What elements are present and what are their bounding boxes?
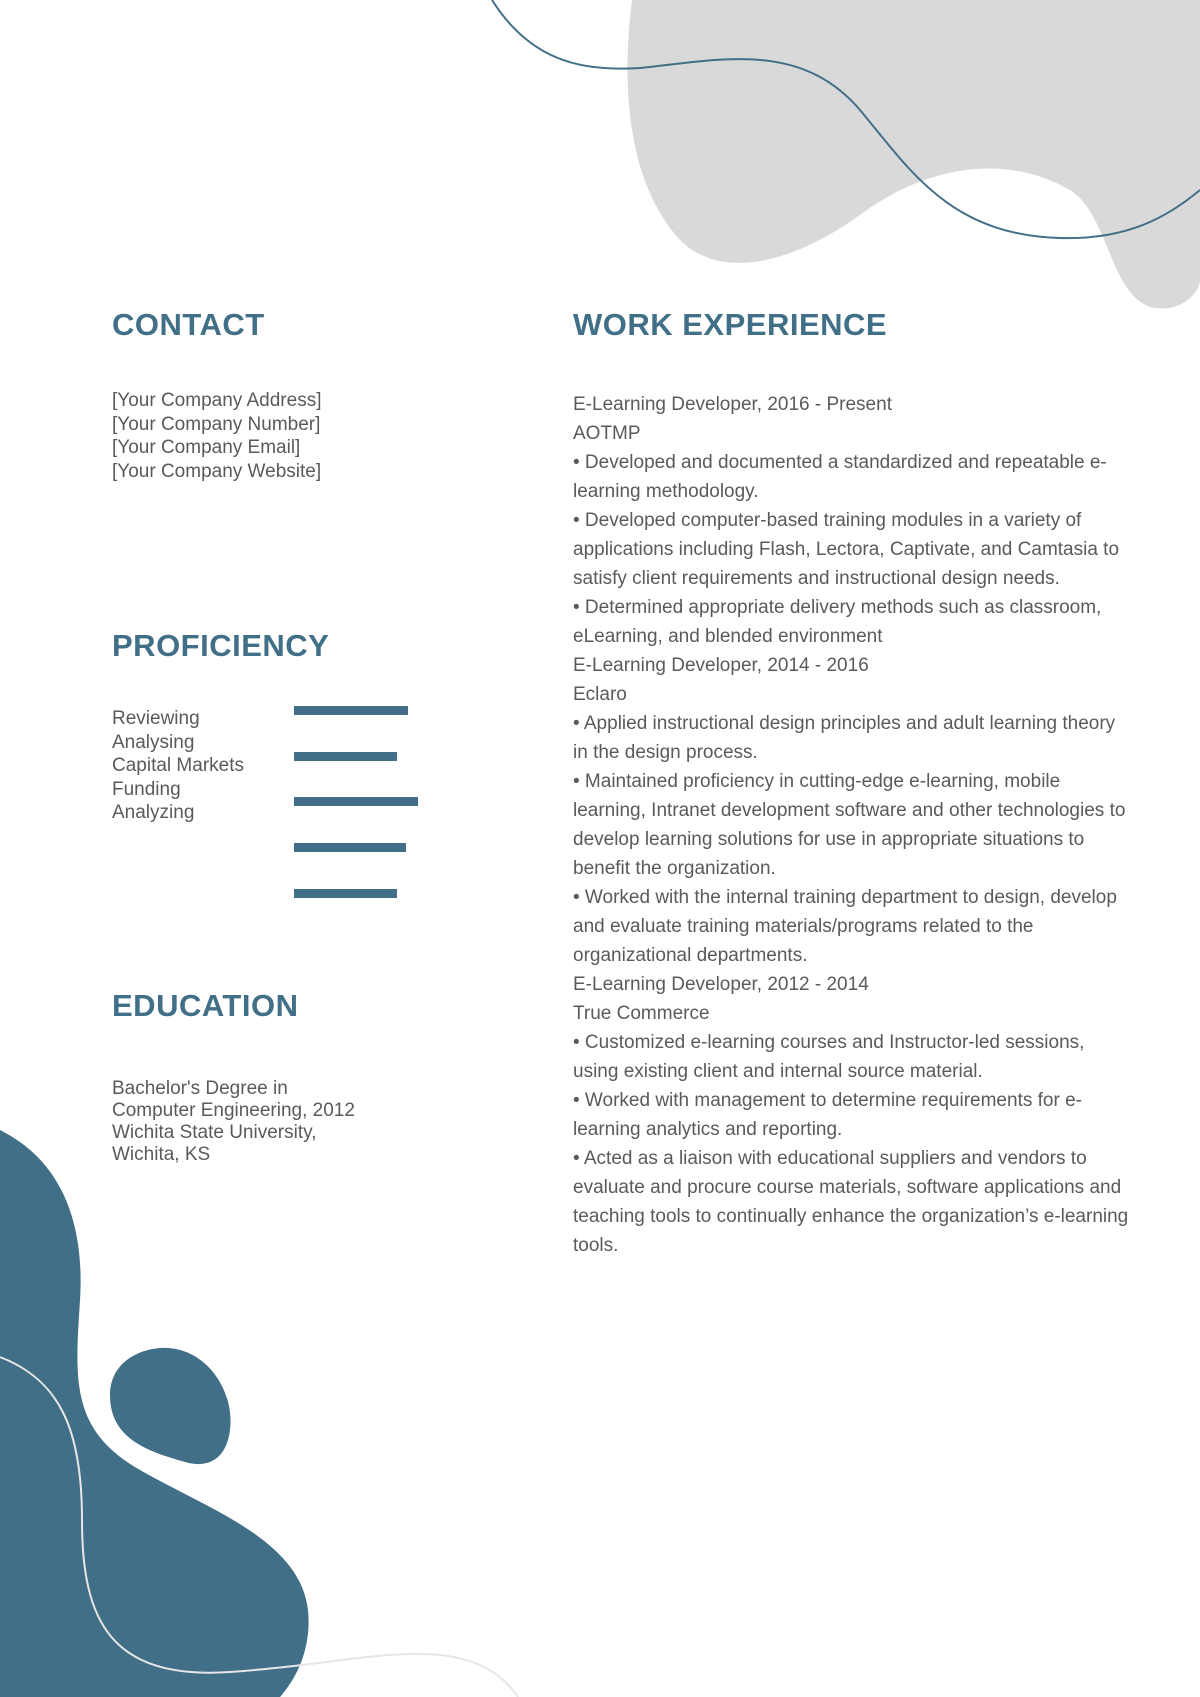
education-location: Wichita, KS [112,1144,211,1165]
skill-bar [294,843,406,852]
work-experience-list [573,390,1133,1260]
contact-details [112,389,321,483]
work-experience-heading: WORK EXPERIENCE [573,307,888,342]
education-details [112,1078,355,1166]
job-bullet: • Worked with management to determine requirements for e-learning analytics and reporting. [573,1090,1082,1140]
job-bullet: • Acted as a liaison with educational suppliers and vendors to evaluate and procure course materials, software applications and teaching tools to continually enhance the organization’s e-learning tools. [573,1148,1129,1256]
gray-blob-top [628,0,1200,308]
job-title: E-Learning Developer, 2012 - 2014 [573,974,869,995]
skill-label: Analysing [112,731,195,753]
job-bullet: • Determined appropriate delivery methods such as classroom, eLearning, and blended environment [573,597,1102,647]
company-name: AOTMP [573,423,641,444]
contact-email: [Your Company Email] [112,437,301,458]
company-name: Eclaro [573,684,627,705]
blue-small-blob [110,1348,231,1464]
contact-website: [Your Company Website] [112,460,322,482]
skill-label: Reviewing [112,708,200,729]
company-name: True Commerce [573,1003,710,1024]
job-bullet: • Developed and documented a standardized and repeatable e-learning methodology. [573,452,1107,502]
contact-number: [Your Company Number] [112,413,321,435]
skill-bar [294,706,408,715]
job-bullet: • Applied instructional design principles and adult learning theory in the design process. [573,713,1116,763]
job-bullet: • Developed computer-based training modules in a variety of applications including Flash, Lectora, Captivate, and Camtasia to satisfy client requirements and instructional design needs. [573,510,1120,589]
skill-bar [294,752,397,761]
education-school: Wichita State University, [112,1122,317,1143]
job-bullet: • Worked with the internal training department to design, develop and evaluate training materials/programs related to the organizational departments. [573,887,1117,966]
skill-bar [294,797,418,806]
job-bullet: • Maintained proficiency in cutting-edge e-learning, mobile learning, Intranet development software and other technologies to develop learning solutions for use in appropriate situations to benefit the organization. [573,771,1126,879]
education-field: Computer Engineering, 2012 [112,1100,355,1121]
job-bullet: • Customized e-learning courses and Instructor-led sessions, using existing client and internal source material. [573,1032,1085,1082]
education-heading: EDUCATION [112,988,299,1023]
skill-labels [112,707,244,825]
skill-label: Analyzing [112,802,195,823]
skill-bar [294,889,397,898]
job-title: E-Learning Developer, 2016 - Present [573,394,892,415]
contact-address: [Your Company Address] [112,390,322,411]
contact-heading: CONTACT [112,307,265,342]
skill-label: Capital Markets [112,755,244,776]
skill-label: Funding [112,778,181,800]
job-title: E-Learning Developer, 2014 - 2016 [573,655,869,676]
education-degree: Bachelor's Degree in [112,1078,288,1099]
proficiency-heading: PROFICIENCY [112,628,330,663]
